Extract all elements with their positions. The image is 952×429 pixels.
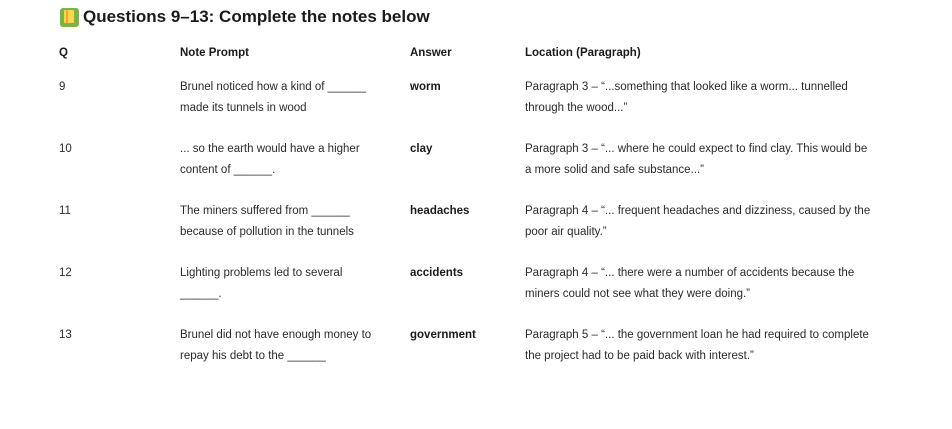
- answer: worm: [410, 81, 441, 93]
- location: Paragraph 3 – “...something that looked like a worm... tunnelled through the wood...”: [525, 81, 848, 114]
- note-prompt: The miners suffered from ______ because of pollution in the tunnels: [180, 205, 354, 238]
- notes-table: [0, 40, 952, 377]
- location: Paragraph 3 – “... where he could expect to find clay. This would be a more solid and safe substance...”: [525, 143, 868, 176]
- table-row: [0, 67, 952, 129]
- question-number: 9: [59, 81, 66, 93]
- answer: clay: [410, 143, 433, 155]
- location: Paragraph 4 – “... frequent headaches and dizziness, caused by the poor air quality.”: [525, 205, 871, 238]
- note-prompt: Brunel noticed how a kind of ______ made its tunnels in wood: [180, 81, 367, 114]
- column-header-answer: Answer: [410, 47, 452, 59]
- note-prompt: Lighting problems led to several ______.: [180, 267, 343, 300]
- column-header-note-prompt: Note Prompt: [180, 47, 249, 59]
- location: Paragraph 5 – “... the government loan he had required to complete the project had to be paid back with interest.”: [525, 329, 869, 362]
- column-header-location: Location (Paragraph): [525, 47, 641, 59]
- column-header-q: Q: [59, 47, 68, 59]
- answer: accidents: [410, 267, 464, 279]
- table-row: [0, 191, 952, 253]
- answer: government: [410, 329, 476, 341]
- table-row: [0, 315, 952, 377]
- question-number: 10: [59, 143, 72, 155]
- notebook-icon: [60, 8, 79, 27]
- page-title: Questions 9–13: Complete the notes below: [83, 7, 430, 26]
- table-header-row: [0, 40, 952, 67]
- table-row: [0, 253, 952, 315]
- location: Paragraph 4 – “... there were a number of accidents because the miners could not see what they were doing.”: [525, 267, 855, 300]
- title-row: [60, 5, 430, 29]
- table-row: [0, 129, 952, 191]
- question-number: 13: [59, 329, 72, 341]
- question-number: 11: [59, 205, 71, 217]
- answer: headaches: [410, 205, 470, 217]
- note-prompt: ... so the earth would have a higher content of ______.: [180, 143, 360, 176]
- note-prompt: Brunel did not have enough money to repay his debt to the ______: [180, 329, 372, 362]
- question-number: 12: [59, 267, 72, 279]
